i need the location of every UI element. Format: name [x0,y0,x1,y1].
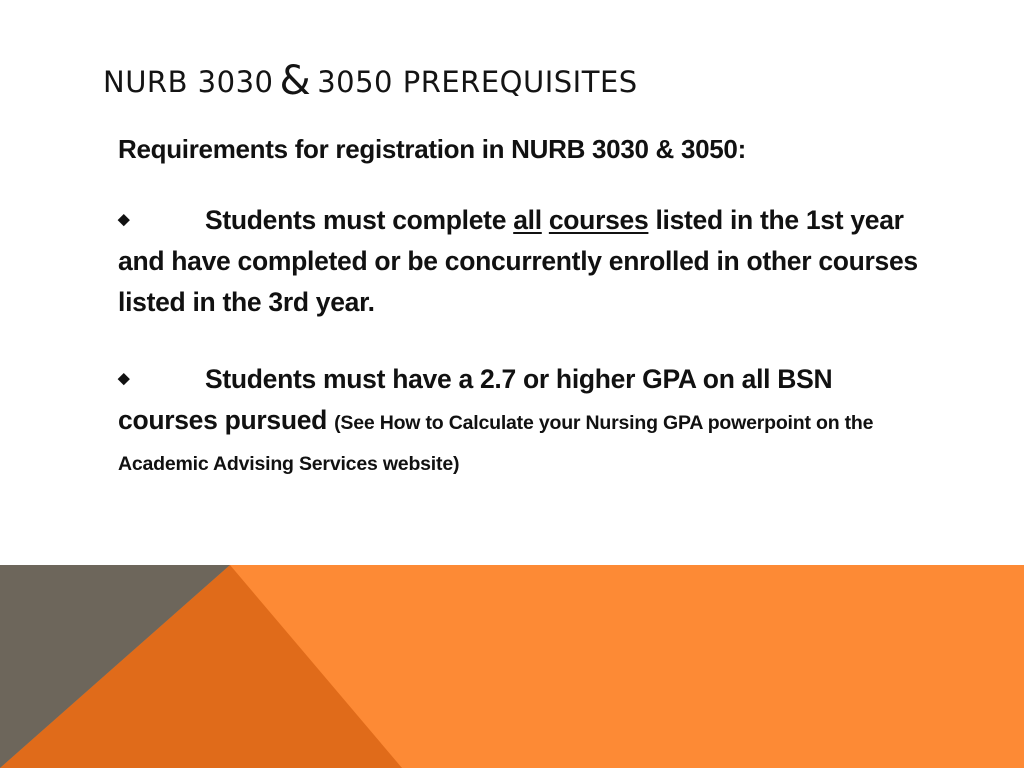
bullet1-rest: listed in the 1st year and have completed or be concurrently enrolled in other courses listed in the 3rd year. [118,205,918,317]
title-part-1: NURB 3030 [103,65,274,99]
diamond-bullet-icon: ◆ [118,211,130,228]
diamond-bullet-icon: ◆ [118,370,130,387]
title-ampersand: & [279,58,312,104]
decorative-footer-band [0,565,1024,768]
bullet-gpa-requirement [118,358,938,482]
emphasis-all: all [513,205,542,235]
bullet-course-completion [118,199,938,323]
bullet2-lead: Students must have a 2.7 or higher GPA on all BSN courses pursued [118,364,833,435]
slide-body [118,130,938,482]
emphasis-courses: courses [548,205,649,235]
gpa-calculation-note: (See How to Calculate your Nursing GPA powerpoint on the Academic Advising Services website) [118,412,874,475]
footer-band-graphic [0,565,1024,768]
title-part-2: 3050 PREREQUISITES [317,65,638,99]
slide-title [103,58,638,104]
requirements-intro: Requirements for registration in NURB 3030 & 3050: [118,134,746,164]
bullet1-lead: Students must complete [205,205,514,235]
